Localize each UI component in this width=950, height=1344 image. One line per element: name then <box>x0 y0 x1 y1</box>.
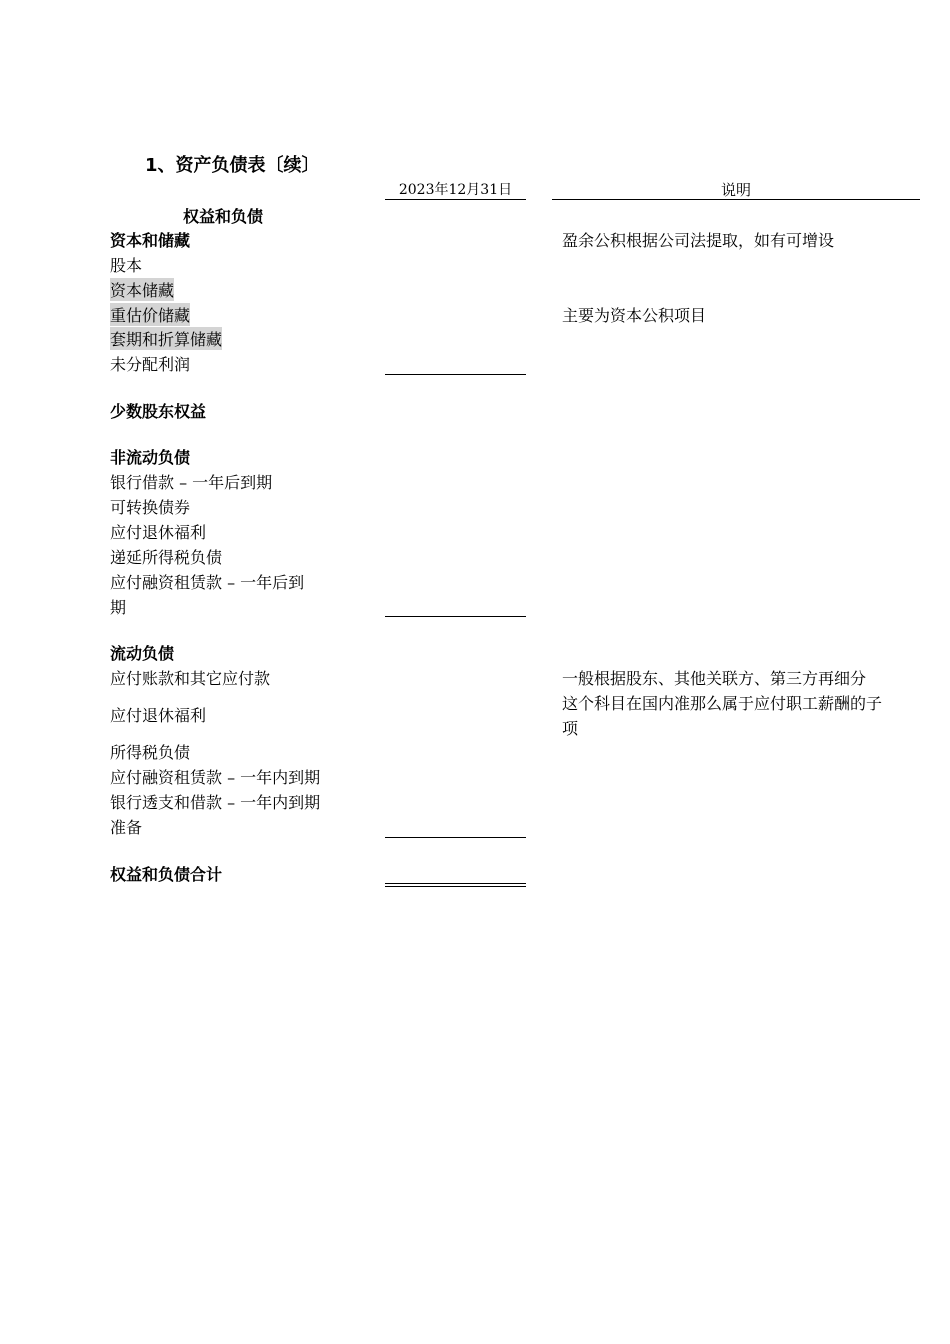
equity-subtotal-rule <box>385 374 526 375</box>
row-retirement-benefits-current: 应付退休福利 <box>110 706 207 725</box>
row-capital-reserve: 资本储藏 <box>110 278 174 301</box>
note-capital-surplus: 主要为资本公积项目 <box>562 306 707 325</box>
row-trade-other-payables: 应付账款和其它应付款 <box>110 669 271 688</box>
row-current-liabilities: 流动负债 <box>110 644 175 663</box>
row-retirement-benefits: 应付退休福利 <box>110 523 207 542</box>
notes-column-header: 说明 <box>720 181 751 199</box>
row-deferred-tax: 递延所得税负债 <box>110 548 223 567</box>
non-current-subtotal-rule <box>385 616 526 617</box>
row-retained-profit: 未分配利润 <box>110 355 191 374</box>
row-capital-reserves: 资本和储藏 <box>110 231 191 250</box>
row-finance-lease-after-line1: 应付融资租赁款 – 一年后到 <box>110 573 305 592</box>
row-bank-loans-after-one-year: 银行借款 – 一年后到期 <box>110 473 273 492</box>
row-total-equity-liabilities: 权益和负债合计 <box>110 865 223 884</box>
note-retirement-line1: 这个科目在国内准那么属于应付职工薪酬的子 <box>562 694 883 713</box>
note-payables-breakdown: 一般根据股东、其他关联方、第三方再细分 <box>562 669 867 688</box>
note-retirement-line2: 项 <box>562 719 579 738</box>
row-finance-lease-after-line2: 期 <box>110 598 127 617</box>
section-heading: 权益和负债 <box>183 207 264 226</box>
row-provisions: 准备 <box>110 818 143 837</box>
page-title: 1、资产负债表〔续〕 <box>145 155 320 176</box>
notes-header-rule <box>552 199 920 200</box>
row-non-current-liabilities: 非流动负债 <box>110 448 191 467</box>
row-finance-lease-within: 应付融资租赁款 – 一年内到期 <box>110 768 321 787</box>
row-income-tax: 所得税负债 <box>110 743 191 762</box>
row-minority-interest: 少数股东权益 <box>110 402 207 421</box>
row-share-capital: 股本 <box>110 256 143 275</box>
row-hedging-translation-reserve: 套期和折算储藏 <box>110 327 222 350</box>
current-subtotal-rule <box>385 837 526 838</box>
date-header-rule <box>385 199 526 200</box>
row-convertible-bonds: 可转换债券 <box>110 498 191 517</box>
note-surplus-reserve: 盈余公积根据公司法提取，如有可增设 <box>562 231 835 250</box>
date-column-header: 2023年12月31日 <box>398 182 513 198</box>
row-bank-overdraft-within: 银行透支和借款 – 一年内到期 <box>110 793 321 812</box>
grand-total-double-rule <box>385 883 526 887</box>
row-revaluation-reserve: 重估价储藏 <box>110 303 190 326</box>
